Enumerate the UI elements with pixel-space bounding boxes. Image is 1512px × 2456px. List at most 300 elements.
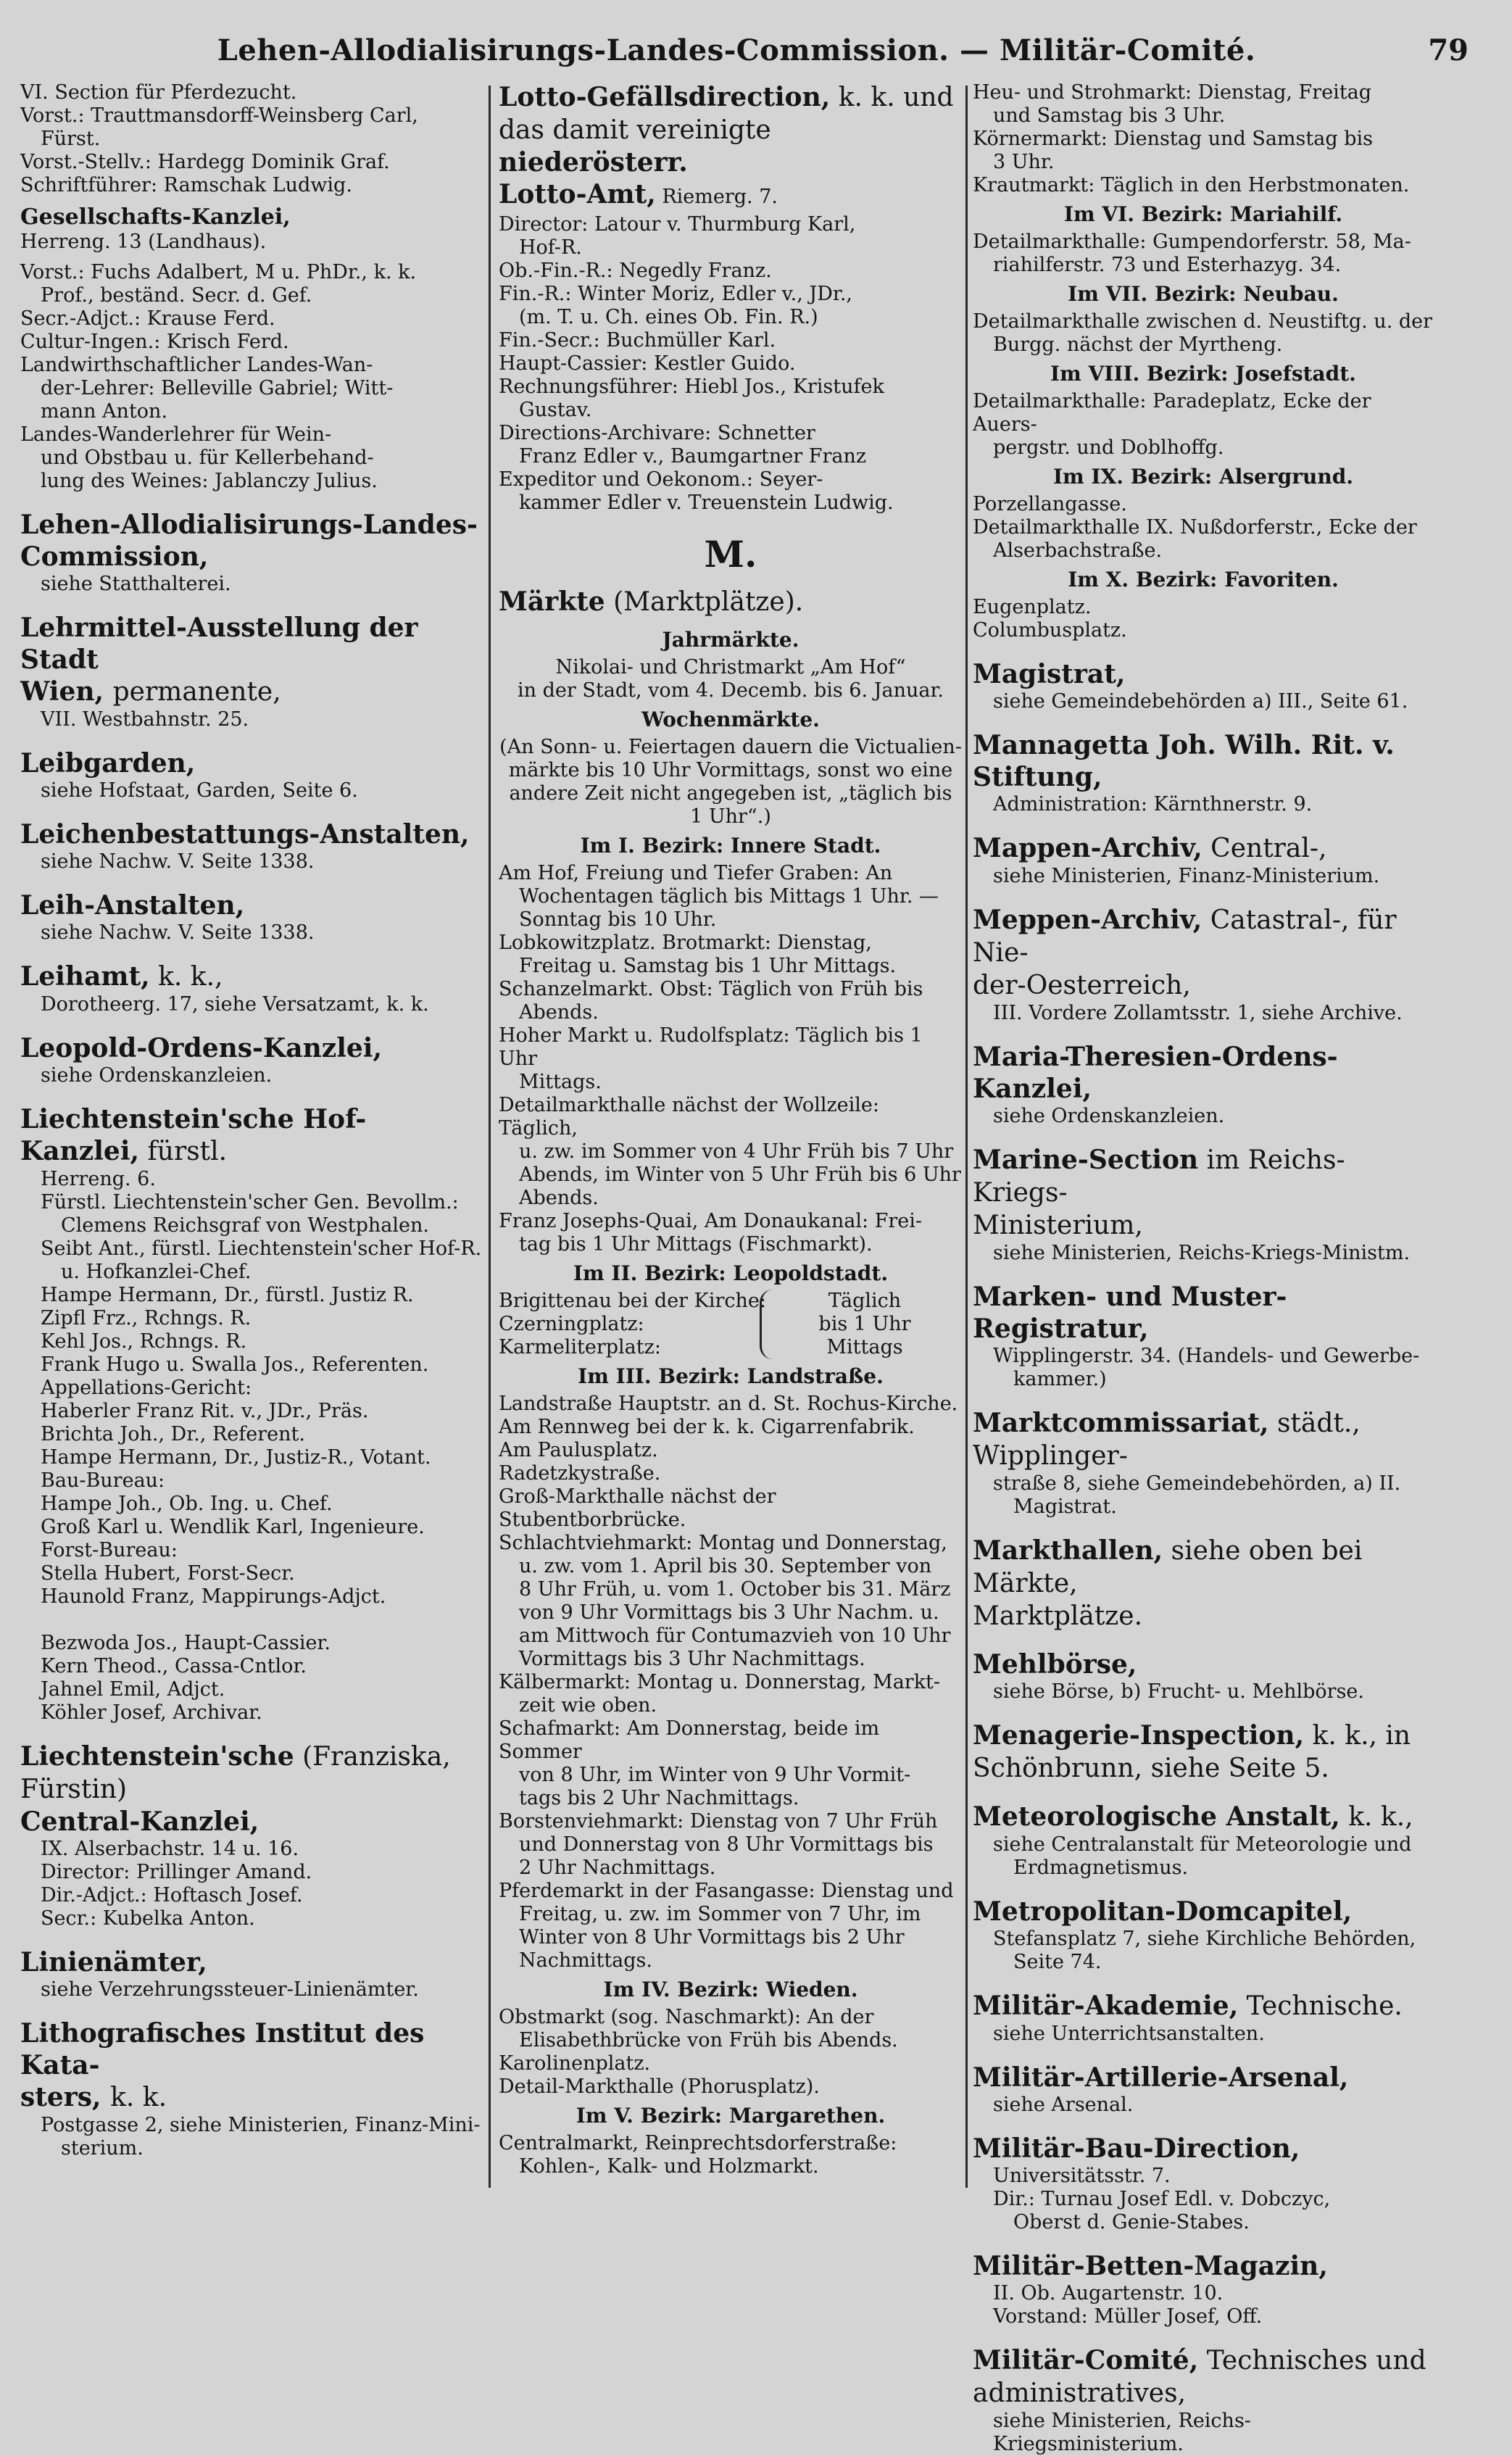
entry-lines <box>20 779 484 802</box>
entry-heading-cont <box>973 1209 1434 1242</box>
entry-heading-cont: Stiftung, <box>973 762 1102 792</box>
heading-bold: Leopold-Ordens-Kanzlei, <box>20 1033 383 1063</box>
directory-entry <box>973 1896 1434 1974</box>
heading-bold: Meppen-Archiv, <box>973 905 1202 935</box>
text-line: Seibt Ant., fürstl. Liechtenstein'scher Hof-R. <box>41 1237 482 1260</box>
text-line: Magistrat. <box>1013 1495 1117 1518</box>
text-line: Erdmagnetismus. <box>1013 1856 1189 1879</box>
text-line: Universitätsstr. 7. <box>993 2165 1171 2187</box>
text-line: siehe Nachw. V. Seite 1338. <box>41 850 315 873</box>
text-line: Kohlen-, Kalk- und Holzmarkt. <box>519 2155 819 2178</box>
entry-lines <box>973 1928 1434 1974</box>
entry-lines <box>20 850 484 874</box>
text-line: Detailmarkthalle: Gumpendorferstr. 58, Ma- <box>973 231 1411 253</box>
entry-lines <box>973 1472 1434 1519</box>
directory-entry <box>973 904 1434 1025</box>
text-line: VII. Westbahnstr. 25. <box>41 708 249 731</box>
text-line: Schafmarkt: Am Donnerstag, beide im Sommer <box>499 1717 880 1763</box>
directory-entry <box>20 889 484 945</box>
entry-lines <box>973 1002 1434 1025</box>
entry-heading <box>973 1719 1434 1752</box>
entry-lines <box>20 1168 484 1725</box>
district-row <box>499 1313 963 1336</box>
heading-bold: Leihamt, <box>20 961 150 992</box>
text-line: Porzellangasse. <box>973 493 1127 515</box>
heading-bold: Leibgarden, <box>20 748 196 779</box>
row-hours: Täglich <box>828 1290 902 1312</box>
entry-heading <box>20 889 484 921</box>
text-line: Expeditor und Oekonom.: Seyer- <box>499 468 823 491</box>
heading-rest: Ministerium, <box>973 1211 1143 1240</box>
text-line: Hoher Markt u. Rudolfsplatz: Täglich bis 1 Uhr <box>499 1024 923 1070</box>
text-line: riahilferstr. 73 und Esterhazyg. 34. <box>993 254 1342 276</box>
text-line: Landes-Wanderlehrer für Wein- <box>20 423 332 446</box>
entry-lines <box>973 1833 1434 1880</box>
entry-heading <box>20 961 484 993</box>
text-line: Sonntag bis 10 Uhr. <box>519 908 717 931</box>
entry-heading-cont <box>973 969 1434 1002</box>
entry-lines <box>973 690 1434 713</box>
text-line: u. zw. im Sommer von 4 Uhr Früh bis 7 Uhr <box>519 1140 954 1163</box>
entry-lines <box>20 1064 484 1087</box>
text-line: siehe Verzehrungssteuer-Linienämter. <box>41 1978 419 2001</box>
entry-heading <box>20 1741 484 1806</box>
heading-bold: Lehen-Allodialisirungs-Landes- <box>20 510 478 540</box>
district-row <box>499 1336 963 1359</box>
heading-bold: Marine-Section <box>973 1145 1199 1175</box>
directory-entry <box>973 1648 1434 1704</box>
text-line: Brichta Joh., Dr., Referent. <box>41 1423 305 1445</box>
heading-bold: Metropolitan-Domcapitel, <box>973 1896 1353 1927</box>
text-line: Seite 74. <box>1013 1951 1102 1973</box>
entry-lines <box>973 2410 1434 2456</box>
column-left <box>20 81 484 2191</box>
district-lines <box>499 1393 963 1972</box>
entry-lines <box>973 793 1434 816</box>
district-title: Im IV. Bezirk: Wieden. <box>603 1978 858 2001</box>
page-number: 79 <box>1428 33 1469 67</box>
entry-lotto: Lotto-Gefällsdirection, k. k. und das damit vereinigte niederösterr. Lotto-Amt, Riemerg. 7. Director: Latour v. Thurmburg Karl, Hof-R. Ob.-Fin.-R.: Negedly Franz. Fin.-R.: Winter Moriz, Edler v., JDr., (m. T. u. Ch. eines Ob. Fin. R.) Fin.-Secr.: Buchmüller Karl. Haupt-Cassier: Kestler Guido. Rechnungsführer: Hiebl Jos., Kristufek Gustav. Directions-Archivare: Schnetter Franz Edler v., Baumgartner Franz Expeditor und Oekonom.: Seyer- kammer Edler v. Treuenstein Ludwig. <box>499 81 963 515</box>
directory-entry <box>20 818 484 874</box>
entry-heading <box>973 2133 1434 2165</box>
entry-heading <box>973 1144 1434 1209</box>
entry-heading <box>20 509 484 541</box>
text-line: IX. Alserbachstr. 14 u. 16. <box>41 1838 299 1860</box>
text-line: III. Vordere Zollamtsstr. 1, siehe Archive. <box>993 1002 1403 1024</box>
text-line: und Donnerstag von 8 Uhr Vormittags bis <box>519 1833 934 1856</box>
heading-bold: Lehrmittel-Ausstellung der Stadt <box>20 613 418 675</box>
entry-lines <box>973 2023 1434 2046</box>
column-rule-1 <box>489 86 491 2188</box>
text-line: (An Sonn- u. Feiertagen dauern die Victualien- <box>499 736 962 758</box>
entry-lines <box>20 573 484 596</box>
text-line: kammer.) <box>1013 1368 1107 1390</box>
entry-heading <box>973 904 1434 969</box>
text-line: Köhler Josef, Archivar. <box>41 1701 262 1724</box>
text-line: 2 Uhr Nachmittags. <box>519 1856 716 1879</box>
text-line: 8 Uhr Früh, u. vom 1. October bis 31. März <box>519 1578 951 1601</box>
heading-rest: k. k., in <box>1304 1721 1411 1751</box>
entry-heading <box>973 2344 1434 2377</box>
entry-heading-cont <box>20 2081 484 2114</box>
wochen-note <box>499 736 963 829</box>
text-line: 1 Uhr“.) <box>690 805 771 828</box>
text-line: Landwirthschaftlicher Landes-Wan- <box>20 354 373 376</box>
text-line: Fin.-Secr.: Buchmüller Karl. <box>499 329 776 352</box>
text-line: siehe Börse, b) Frucht- u. Mehlbörse. <box>993 1680 1364 1703</box>
text-line: Frank Hugo u. Swalla Jos., Referenten. <box>41 1353 429 1376</box>
district-title: Im II. Bezirk: Leopoldstadt. <box>573 1261 889 1285</box>
text-line: siehe Ministerien, Reichs-Kriegsministerium. <box>993 2410 1251 2455</box>
text-line: Radetzkystraße. <box>499 1462 661 1485</box>
entry-block <box>20 81 484 197</box>
text-line: Gustav. <box>519 399 592 421</box>
entry-lines <box>20 993 484 1016</box>
entries-right <box>973 658 1434 2456</box>
entry-heading <box>20 612 484 676</box>
text-line: Directions-Archivare: Schnetter <box>499 422 815 444</box>
text-line: siehe Ordenskanzleien. <box>41 1064 273 1087</box>
heading-rest: städt., Wipplinger- <box>973 1409 1361 1471</box>
entry-heading-cont <box>20 541 484 573</box>
text-line: Abends, im Winter von 5 Uhr Früh bis 6 Uhr <box>519 1163 961 1186</box>
entry-heading <box>973 1648 1434 1680</box>
text-line: Pferdemarkt in der Fasangasse: Dienstag und <box>499 1880 954 1902</box>
text-line: Franz Edler v., Baumgartner Franz <box>519 445 867 468</box>
text-line: Freitag, u. zw. im Sommer von 7 Uhr, im <box>519 1903 921 1925</box>
entry-block <box>20 261 484 493</box>
heading-rest: k. k. <box>110 2083 167 2112</box>
entry-heading-cont <box>20 1806 484 1838</box>
text-line: in der Stadt, vom 4. Decemb. bis 6. Januar. <box>518 679 944 702</box>
text-line: Nachmittags. <box>519 1949 652 1972</box>
text-line: Schlachtviehmarkt: Montag und Donnerstag, <box>499 1532 947 1554</box>
text-line: märkte bis 10 Uhr Vormittags, sonst wo eine <box>508 759 953 781</box>
text-line: Hampe Hermann, Dr., Justiz-R., Votant. <box>41 1446 431 1469</box>
text-line: Forst-Bureau: <box>41 1539 178 1561</box>
entry-heading <box>973 2062 1434 2094</box>
text-line: Dir.-Adjct.: Hoftasch Josef. <box>41 1884 303 1907</box>
entry-heading <box>973 1990 1434 2023</box>
heading-bold: Markthallen, <box>973 1535 1163 1566</box>
text-line: andere Zeit nicht angegeben ist, „täglich bis <box>509 782 952 805</box>
section-title: Jahrmärkte. <box>662 628 799 652</box>
entry-lines <box>499 213 963 515</box>
text-line: Vorst.: Fuchs Adalbert, M u. PhDr., k. k. <box>20 261 417 283</box>
jahr-lines <box>499 656 963 702</box>
heading-bold: Linienämter, <box>20 1947 207 1978</box>
district-lines <box>973 390 1434 460</box>
section-letter: M. <box>704 533 757 576</box>
directory-entry <box>20 612 484 731</box>
entry-heading <box>20 2017 484 2081</box>
entry-subheading: Gesellschafts-Kanzlei, <box>20 204 291 230</box>
heading-bold: Commission, <box>20 542 209 572</box>
entry-lines <box>20 708 484 731</box>
heading-bold: Wien, <box>20 676 113 707</box>
text-line: Haberler Franz Rit. v., JDr., Präs. <box>41 1400 369 1422</box>
text-line: siehe Gemeindebehörden a) III., Seite 61. <box>993 690 1408 713</box>
text-line: siehe Ministerien, Finanz-Ministerium. <box>993 865 1380 887</box>
text-line: Bezwoda Jos., Haupt-Cassier. <box>41 1632 331 1654</box>
text-line: Am Paulusplatz. <box>499 1439 658 1461</box>
text-line: und Obstbau u. für Kellerbehand- <box>41 447 374 469</box>
heading-bold: Meteorologische Anstalt, <box>973 1801 1340 1832</box>
entry-heading <box>973 1041 1434 1105</box>
district-title: Im III. Bezirk: Landstraße. <box>578 1364 884 1388</box>
heading-rest: (Franziska, Fürstin) <box>20 1742 451 1804</box>
text-line: Schriftführer: Ramschak Ludwig. <box>20 174 352 196</box>
text-line: Obstmarkt (sog. Naschmarkt): An der <box>499 2006 874 2028</box>
heading-rest: administratives, <box>973 2378 1187 2408</box>
entry-heading-cont <box>20 676 484 708</box>
directory-entry <box>973 1144 1434 1265</box>
text-line <box>41 1609 484 1632</box>
text-line: Hampe Hermann, Dr., fürstl. Justiz R. <box>41 1284 414 1306</box>
heading-bold: Marken- und Muster-Registratur, <box>973 1282 1287 1344</box>
text-line: kammer Edler v. Treuenstein Ludwig. <box>519 491 894 514</box>
text-line: straße 8, siehe Gemeindebehörden, a) II. <box>993 1472 1401 1495</box>
text-line: Fürst. <box>41 128 101 150</box>
text-line: Administration: Kärnthnerstr. 9. <box>993 793 1313 816</box>
directory-entry <box>973 1407 1434 1519</box>
row-place: Czerningplatz: <box>499 1313 644 1335</box>
directory-entry <box>20 2017 484 2160</box>
district-title: Im VIII. Bezirk: Josefstadt. <box>1050 362 1356 386</box>
column-rule-2 <box>965 86 968 2188</box>
text-line: von 9 Uhr Vormittags bis 3 Uhr Nachm. u. <box>519 1601 939 1624</box>
text-line: u. Hofkanzlei-Chef. <box>61 1261 252 1283</box>
text-line: Eugenplatz. <box>973 596 1092 618</box>
entry-heading <box>973 2250 1434 2282</box>
text-line: Stella Hubert, Forst-Secr. <box>41 1562 295 1585</box>
text-line: Mittags. <box>519 1071 602 1093</box>
text-line: Zipfl Frz., Rchngs. R. <box>41 1307 252 1329</box>
text-line: Winter von 8 Uhr Vormittags bis 2 Uhr <box>519 1926 905 1949</box>
text-line: von 8 Uhr, im Winter von 9 Uhr Vormit- <box>519 1764 911 1786</box>
text-line: II. Ob. Augartenstr. 10. <box>993 2282 1224 2304</box>
entry-heading <box>973 658 1434 690</box>
text-line: Postgasse 2, siehe Ministerien, Finanz-Mini- <box>41 2114 481 2136</box>
market-lines <box>973 81 1434 197</box>
entry-heading-cont <box>973 2377 1434 2410</box>
heading-bold: Leih-Anstalten, <box>20 890 245 921</box>
directory-entry <box>973 2133 1434 2234</box>
entry-lines <box>973 1242 1434 1265</box>
heading-bold: Maria-Theresien-Ordens-Kanzlei, <box>973 1042 1338 1104</box>
text-line: Burgg. nächst der Myrtheng. <box>993 333 1283 356</box>
district-lines <box>973 493 1434 563</box>
row-hours: bis 1 Uhr <box>818 1313 911 1335</box>
text-line: siehe Arsenal. <box>993 2094 1134 2116</box>
heading-rest: Schönbrunn, siehe Seite 5. <box>973 1754 1329 1783</box>
text-line: Dir.: Turnau Josef Edl. v. Dobczyc, <box>993 2188 1331 2210</box>
text-line: Alserbachstraße. <box>993 539 1163 562</box>
text-line: Herreng. 6. <box>41 1168 156 1190</box>
running-head: Lehen-Allodialisirungs-Landes-Commission. — Militär-Comité. <box>217 33 1256 67</box>
directory-entry <box>20 961 484 1016</box>
district-title: Im IX. Bezirk: Alsergrund. <box>1052 465 1354 489</box>
text-line: Vormittags bis 3 Uhr Nachmittags. <box>519 1648 865 1670</box>
text-line: u. zw. vom 1. April bis 30. September von <box>519 1555 932 1577</box>
text-line: Detailmarkthalle: Paradeplatz, Ecke der Auers- <box>973 390 1371 436</box>
heading-bold: Militär-Betten-Magazin, <box>973 2251 1328 2281</box>
text-line: Nikolai- und Christmarkt „Am Hof“ <box>555 656 906 679</box>
section-title: Wochenmärkte. <box>641 708 820 731</box>
entry-heading <box>20 747 484 779</box>
text-line: Lobkowitzplatz. Brotmarkt: Dienstag, <box>499 932 872 954</box>
row-place: Brigittenau bei der Kirche: <box>499 1290 766 1312</box>
entry-maerkte: Märkte (Marktplätze). <box>499 586 804 617</box>
text-line: siehe Unterrichtsanstalten. <box>993 2023 1265 2045</box>
district-title: Im I. Bezirk: Innere Stadt. <box>580 834 881 858</box>
text-line: mann Anton. <box>41 400 168 423</box>
text-line: und Samstag bis 3 Uhr. <box>993 104 1226 127</box>
text-line: lung des Weines: Jablanczy Julius. <box>41 470 378 492</box>
text-line: Ob.-Fin.-R.: Negedly Franz. <box>499 260 772 282</box>
text-line: zeit wie oben. <box>519 1694 657 1717</box>
text-line: Vorst.: Trauttmansdorff-Weinsberg Carl, <box>20 104 418 127</box>
text-line: pergstr. und Doblhoffg. <box>993 436 1224 459</box>
text-line: Kern Theod., Cassa-Cntlor. <box>41 1655 307 1677</box>
text-line: Hof-R. <box>519 236 582 259</box>
text-line: Jahnel Emil, Adjct. <box>41 1678 225 1701</box>
entry-lines <box>973 1680 1434 1704</box>
directory-entry <box>973 2250 1434 2328</box>
heading-rest: k. k., <box>149 962 223 992</box>
text-line: Landstraße Hauptstr. an d. St. Rochus-Kirche. <box>499 1393 958 1415</box>
district-lines <box>973 596 1434 642</box>
heading-rest: siehe oben bei Märkte, <box>973 1536 1363 1598</box>
entry-heading <box>20 818 484 850</box>
page-header <box>26 29 1469 72</box>
text-line: Appellations-Gericht: <box>41 1377 252 1399</box>
entry-heading <box>973 1896 1434 1928</box>
directory-entry <box>20 1741 484 1930</box>
text-line: am Mittwoch für Contumazvieh von 10 Uhr <box>519 1625 951 1647</box>
heading-rest: Central-, <box>1202 834 1327 863</box>
heading-rest: fürstl. <box>139 1137 228 1166</box>
heading-rest: k. k., <box>1339 1802 1413 1832</box>
directory-entry <box>973 658 1434 713</box>
text-line: Detail-Markthalle (Phorusplatz). <box>499 2075 820 2098</box>
entry-heading-cont <box>973 1600 1434 1633</box>
directory-entry <box>973 1801 1434 1880</box>
directory-entry <box>20 1032 484 1087</box>
text-line: siehe Statthalterei. <box>41 573 231 595</box>
text-line: Haunold Franz, Mappirungs-Adjct. <box>41 1585 386 1608</box>
text-line: Vorst.-Stellv.: Hardegg Dominik Graf. <box>20 151 390 173</box>
text-line: 3 Uhr. <box>993 151 1055 173</box>
text-line: Schanzelmarkt. Obst: Täglich von Früh bis <box>499 978 923 1000</box>
text-line: Am Hof, Freiung und Tiefer Graben: An <box>499 862 893 884</box>
heading-rest: Marktplätze. <box>973 1601 1143 1631</box>
entry-heading <box>973 1535 1434 1600</box>
text-line: Elisabethbrücke von Früh bis Abends. <box>519 2029 898 2051</box>
text-line: sterium. <box>61 2137 144 2160</box>
entry-heading <box>973 1801 1434 1833</box>
text-line: siehe Ordenskanzleien. <box>993 1105 1225 1127</box>
heading-rest: Technische. <box>1238 1991 1403 2021</box>
district-title: Im VII. Bezirk: Neubau. <box>1068 282 1339 306</box>
entry-lines <box>973 2094 1434 2117</box>
entry-heading <box>20 1032 484 1064</box>
entry-heading-cont <box>973 1752 1434 1785</box>
entry-lines <box>973 1105 1434 1128</box>
column-right <box>973 81 1434 2455</box>
district-lines <box>973 310 1434 357</box>
text-line: der-Lehrer: Belleville Gabriel; Witt- <box>41 377 394 399</box>
text-line: Kehl Jos., Rchngs. R. <box>41 1330 247 1353</box>
heading-bold: Magistrat, <box>973 659 1126 689</box>
text-line: Stefansplatz 7, siehe Kirchliche Behörden, <box>993 1928 1416 1950</box>
text-line: Abends. <box>519 1187 599 1209</box>
text-line: (m. T. u. Ch. eines Ob. Fin. R.) <box>519 306 818 328</box>
text-line: Columbusplatz. <box>973 619 1127 642</box>
text-line: Haupt-Cassier: Kestler Guido. <box>499 352 796 375</box>
heading-bold: sters, <box>20 2082 111 2112</box>
text-line: Bau-Bureau: <box>41 1469 165 1492</box>
text-line: tag bis 1 Uhr Mittags (Fischmarkt). <box>519 1233 873 1256</box>
text-line: tags bis 2 Uhr Nachmittags. <box>519 1787 799 1809</box>
text-line: Director: Latour v. Thurmburg Karl, <box>499 213 856 236</box>
directory-entry <box>973 2344 1434 2456</box>
text-line: Franz Josephs-Quai, Am Donaukanal: Frei- <box>499 1210 923 1232</box>
district-lines <box>499 2132 963 2178</box>
text-line: Herreng. 13 (Landhaus). <box>20 231 267 253</box>
entry-block <box>20 204 484 254</box>
text-line: VI. Section für Pferdezucht. <box>20 81 297 104</box>
heading-bold: Militär-Comité, <box>973 2345 1199 2376</box>
text-line: Prof., beständ. Secr. d. Gef. <box>41 284 312 307</box>
entry-heading <box>973 1407 1434 1472</box>
heading-bold: Militär-Bau-Direction, <box>973 2133 1300 2164</box>
text-line: siehe Nachw. V. Seite 1338. <box>41 921 315 944</box>
heading-bold: Militär-Artillerie-Arsenal, <box>973 2062 1349 2093</box>
text-line: Am Rennweg bei der k. k. Cigarrenfabrik. <box>499 1416 915 1438</box>
heading-rest: der-Oesterreich, <box>973 971 1191 1000</box>
entry-lines <box>20 1978 484 2001</box>
entry-lines <box>973 1345 1434 1391</box>
heading-rest: im Reichs-Kriegs- <box>973 1145 1345 1208</box>
directory-entry <box>973 2062 1434 2117</box>
district-lines <box>499 2006 963 2099</box>
directory-entry <box>973 1535 1434 1633</box>
entry-heading <box>973 729 1434 761</box>
column-middle <box>499 81 963 2191</box>
directory-entry <box>973 1041 1434 1128</box>
text-line: Körnermarkt: Dienstag und Samstag bis <box>973 128 1373 150</box>
text-line: Karolinenplatz. <box>499 2052 651 2075</box>
text-line: Borstenviehmarkt: Dienstag von 7 Uhr Früh <box>499 1810 938 1833</box>
heading-rest: Catastral-, für Nie- <box>973 905 1397 968</box>
heading-rest: Technisches und <box>1198 2346 1426 2376</box>
text-line: siehe Ministerien, Reichs-Kriegs-Ministm. <box>993 1242 1411 1264</box>
district-row <box>499 1290 963 1313</box>
text-line: Dorotheerg. 17, siehe Versatzamt, k. k. <box>41 993 429 1016</box>
text-line: Detailmarkthalle nächst der Wollzeile: Täglich, <box>499 1094 880 1140</box>
entry-lines <box>973 2165 1434 2234</box>
district-rows <box>499 1290 963 1359</box>
text-line: Fürstl. Liechtenstein'scher Gen. Bevollm.: <box>41 1191 459 1214</box>
text-line: siehe Hofstaat, Garden, Seite 6. <box>41 779 358 802</box>
district-title: Im X. Bezirk: Favoriten. <box>1068 568 1339 592</box>
heading-bold: Liechtenstein'sche Hof-Kanzlei, <box>20 1104 367 1166</box>
heading-bold: Militär-Akademie, <box>973 1991 1239 2021</box>
text-line: Abends. <box>519 1001 599 1024</box>
text-line: siehe Centralanstalt für Meteorologie und <box>993 1833 1412 1856</box>
text-line: Kälbermarkt: Montag u. Donnerstag, Markt- <box>499 1671 941 1693</box>
